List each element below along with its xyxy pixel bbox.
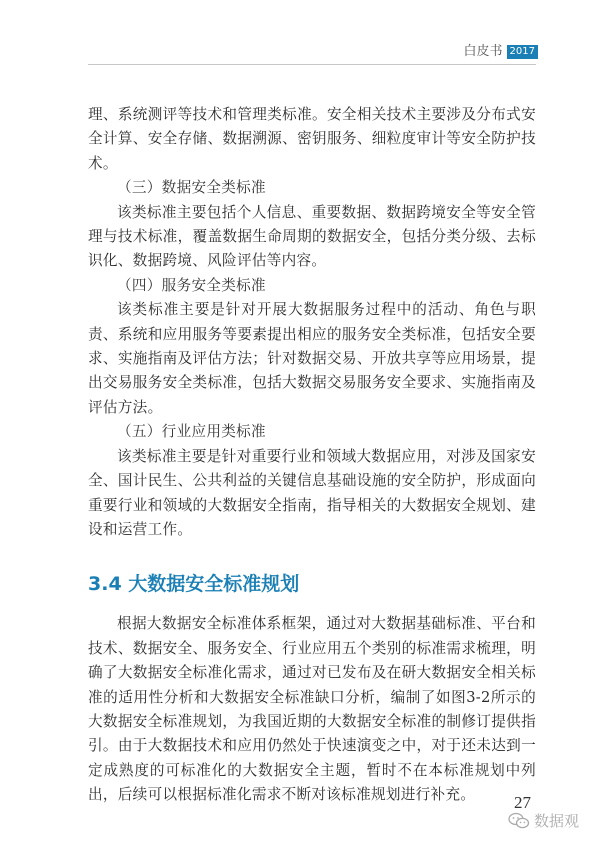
paragraph-service-security: 该类标准主要是针对开展大数据服务过程中的活动、角色与职责、系统和应用服务等要素提出相应的服务安全类标准，包括安全要求、实施指南及评估方法；针对数据交易、开放共享等应用场景，提出交易服务安全类标准，包括大数据交易服务安全要求、实施指南及评估方法。 [88, 301, 536, 416]
wechat-icon [508, 812, 530, 830]
watermark [508, 810, 579, 831]
header-title: 白皮书 [463, 44, 503, 59]
paragraph-data-security: 该类标准主要包括个人信息、重要数据、数据跨境安全等安全管理与技术标准，覆盖数据生命周期的数据安全，包括分类分级、去标识化、数据跨境、风险评估等内容。 [88, 203, 536, 270]
page-content [88, 103, 536, 808]
subheading-industry-application: （五）行业应用类标准 [117, 423, 266, 441]
watermark-text: 数据观 [534, 812, 580, 830]
subheading-service-security: （四）服务安全类标准 [117, 276, 266, 294]
header-divider [88, 64, 536, 65]
header-year-badge: 2017 [507, 45, 538, 59]
paragraph-industry-application: 该类标准主要是针对重要行业和领域大数据应用，对涉及国家安全、国计民生、公共利益的关键信息基础设施的安全防护，形成面向重要行业和领域的大数据安全指南，指导相关的大数据安全规划、建设和运营工作。 [88, 447, 536, 538]
section-title: 3.4 大数据安全标准规划 [88, 573, 300, 596]
subheading-data-security: （三）数据安全类标准 [117, 179, 266, 197]
section-body: 根据大数据安全标准体系框架，通过对大数据基础标准、平台和技术、数据安全、服务安全、行业应用五个类别的标准需求梳理，明确了大数据安全标准化需求，通过对已发布及在研大数据安全相关标准的适用性分析和大数据安全标准缺口分析，编制了如图3-2所示的大数据安全标准规划，为我国近期的大数据安全标准的制修订提供指引。由于大数据技术和应用仍然处于快速演变之中，对于还未达到一定成熟度的可标准化的大数据安全主题，暂时不在本标准规划中列出，后续可以根据标准化需求不断对该标准规划进行补充。 [88, 615, 536, 804]
page-number: 27 [514, 793, 531, 812]
page-header [464, 44, 538, 60]
paragraph-continued: 理、系统测评等技术和管理类标准。安全相关技术主要涉及分布式安全计算、安全存储、数据溯源、密钥服务、细粒度审计等安全防护技术。 [88, 106, 536, 172]
